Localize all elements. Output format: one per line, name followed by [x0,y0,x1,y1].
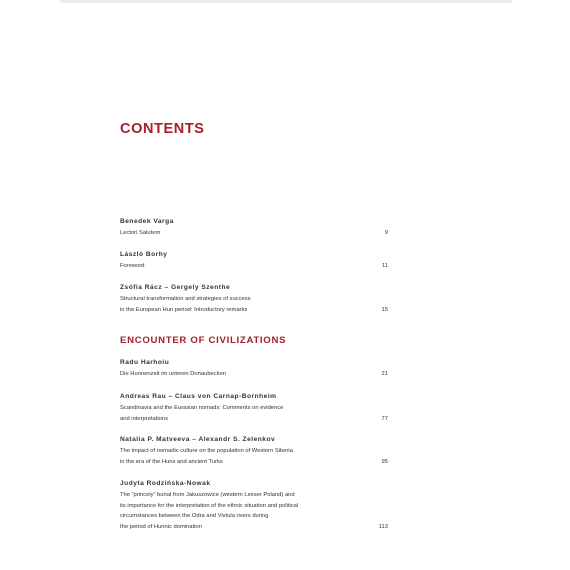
page-top-edge [60,0,512,3]
toc-entry-author: Natalia P. Matveeva – Alexandr S. Zelenkov [120,436,276,443]
toc-entry[interactable] [120,217,388,239]
toc-entry-title-line: The “princely” burial from Jakuszowice (western Lesser Poland) and [120,492,295,498]
toc-entry-page-number: 11 [381,263,388,269]
toc-entry[interactable] [120,435,388,467]
toc-entry-author: Benedek Varga [120,218,174,225]
toc-entry-title-line: the period of Hunnic domination [120,523,202,530]
toc-entry[interactable] [120,392,388,424]
toc-entry-page-number: 95 [381,458,388,465]
section-heading: ENCOUNTER OF CIVILIZATIONS [120,335,287,346]
toc-entry-title-line: circumstances between the Odra and Vistula rivers during [120,513,269,519]
toc-entry-title-line: in the European Hun period: Introductory remarks [120,306,248,313]
toc-entry-title-line: Scandinavia and the Eurasian nomads: Comments on evidence [120,405,284,411]
toc-entry-author: Zsófia Rácz – Gergely Szenthe [120,284,231,291]
toc-entry-title-line: and interpretations [120,415,169,422]
toc-entry[interactable] [120,250,388,272]
toc-entry[interactable] [120,479,388,532]
toc-entry-author: László Borhy [120,251,168,258]
toc-entry-title-line: Foreword [120,263,145,269]
toc-entry-page-number: 21 [381,371,388,377]
toc-entry-page-number: 113 [378,523,388,530]
toc-entry-title-line: its importance for the interpretation of the ethnic situation and political [120,502,299,509]
toc-entry-page-number: 77 [381,415,388,422]
toc-entry-title-line: Lectori Salutem [120,230,161,236]
toc-entry-page-number: 15 [381,306,388,313]
toc-entry-page-number: 9 [384,230,388,236]
toc-entry-title-line: in the era of the Huns and ancient Turks [120,458,223,465]
toc-entry-title-line: The impact of nomadic culture on the population of Western Siberia [120,448,293,454]
toc-entry-title-line: Structural transformation and strategies of success [120,296,251,302]
toc-entry-author: Judyta Rodzińska-Nowak [120,480,211,487]
toc-entry[interactable] [120,283,388,315]
toc-entry[interactable] [120,358,388,380]
toc-entry-author: Radu Harhoiu [120,359,170,366]
toc-entry-author: Andreas Rau – Claus von Carnap-Bornheim [120,393,277,400]
page-title: CONTENTS [120,121,205,137]
toc-entry-title-line: Die Hunnenzeit im unteren Donaubecken [120,371,227,377]
